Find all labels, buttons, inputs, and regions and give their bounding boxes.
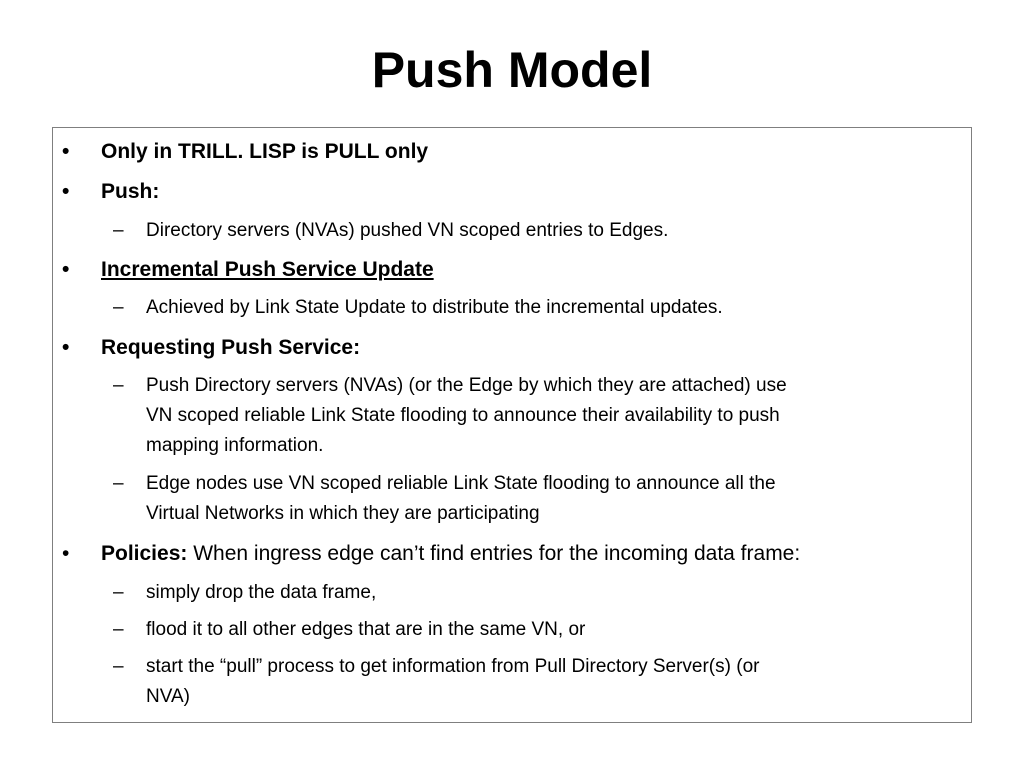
dash-icon: – xyxy=(113,375,124,396)
bullet-icon: • xyxy=(62,542,70,565)
sub-bullet-continuation xyxy=(146,401,780,431)
content-box xyxy=(52,127,972,723)
sub-bullet-text: Directory servers (NVAs) pushed VN scoped entries to Edges. xyxy=(146,220,669,241)
sub-bullet-item xyxy=(113,469,776,499)
sub-bullet-text: Push Directory servers (NVAs) (or the Edge by which they are attached) use xyxy=(146,375,787,396)
sub-bullet-item xyxy=(113,371,787,401)
bullet-text: Only in TRILL. LISP is PULL only xyxy=(101,140,429,163)
bullet-icon: • xyxy=(62,180,70,203)
bullet-icon: • xyxy=(62,336,70,359)
sub-bullet-continuation xyxy=(146,682,190,712)
bullet-icon: • xyxy=(62,140,70,163)
bullet-item xyxy=(62,255,434,285)
bullet-text: Push: xyxy=(101,180,160,203)
sub-bullet-item xyxy=(113,578,377,608)
sub-bullet-text: NVA) xyxy=(146,686,190,707)
sub-bullet-continuation xyxy=(146,499,540,529)
bullet-text: Incremental Push Service Update xyxy=(101,258,434,281)
sub-bullet-text: Achieved by Link State Update to distribute the incremental updates. xyxy=(146,297,723,318)
sub-bullet-text: simply drop the data frame, xyxy=(146,582,377,603)
sub-bullet-item xyxy=(113,652,760,682)
bullet-text: When ingress edge can’t find entries for the incoming data frame: xyxy=(187,542,801,565)
sub-bullet-continuation xyxy=(146,431,323,461)
bullet-label: Policies: xyxy=(101,542,188,565)
sub-bullet-item xyxy=(113,216,669,246)
sub-bullet-item xyxy=(113,293,723,323)
sub-bullet-text: Virtual Networks in which they are participating xyxy=(146,503,540,524)
dash-icon: – xyxy=(113,473,124,494)
dash-icon: – xyxy=(113,656,124,677)
bullet-item xyxy=(62,137,429,167)
bullet-item xyxy=(62,539,801,569)
sub-bullet-text: VN scoped reliable Link State flooding to announce their availability to push xyxy=(146,405,780,426)
bullet-item xyxy=(62,177,160,207)
dash-icon: – xyxy=(113,619,124,640)
slide-title: Push Model xyxy=(371,42,653,98)
bullet-text: Requesting Push Service: xyxy=(101,336,361,359)
sub-bullet-text: flood it to all other edges that are in the same VN, or xyxy=(146,619,586,640)
bullet-icon: • xyxy=(62,258,70,281)
sub-bullet-text: Edge nodes use VN scoped reliable Link State flooding to announce all the xyxy=(146,473,776,494)
dash-icon: – xyxy=(113,297,124,318)
dash-icon: – xyxy=(113,220,124,241)
bullet-item xyxy=(62,333,361,363)
sub-bullet-text: start the “pull” process to get information from Pull Directory Server(s) (or xyxy=(146,656,760,677)
sub-bullet-item xyxy=(113,615,586,645)
sub-bullet-text: mapping information. xyxy=(146,435,324,456)
dash-icon: – xyxy=(113,582,124,603)
